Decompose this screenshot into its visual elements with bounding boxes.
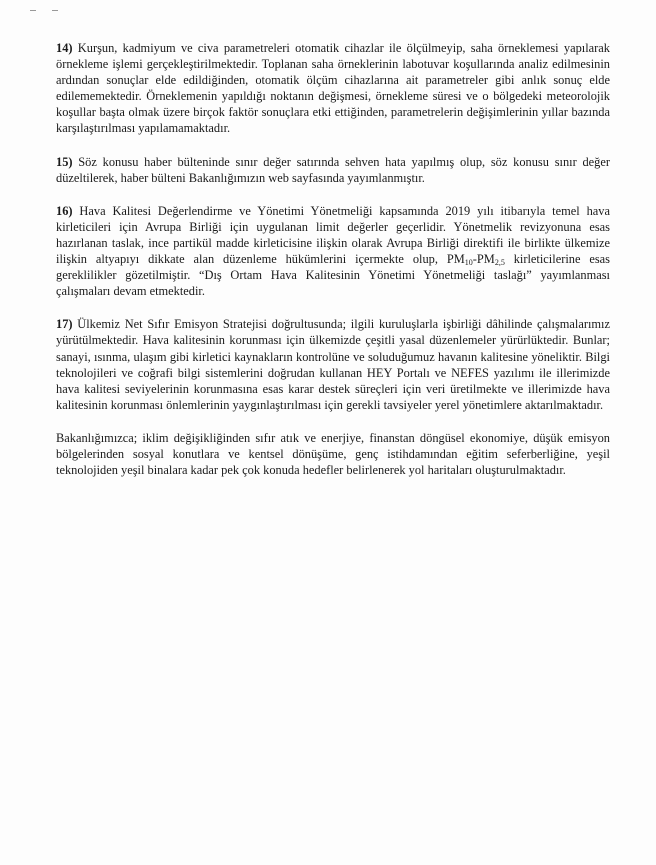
paragraph-number: 15) [56,154,73,169]
paragraph-text: Hava Kalitesi Değerlendirme ve Yönetimi Yönetmeliği kapsamında 2019 yılı itibarıyla temel hava kirleticileri için Avrupa Birliği için uygulanan limit değerler geçerlidir. Yönetmelik revizyonuna esas hazırlanan taslak, ince partikül madde kirleticisine ilişkin olarak Avrupa Birliği direktifi ile birlikte ülkemize ilişkin altyapıyı dikkate alan düzenleme hükümlerini içermekte olup, PM [56,203,610,267]
paragraph-17 [56,316,610,413]
paragraph-text: kirleticilerine esas gereklilikler gözetilmiştir. “Dış Ortam Hava Kalitesinin Yönetimi Yönetmeliği taslağı” yayımlanması çalışmaları devam etmektedir. [56,252,610,299]
paragraph-number: 14) [56,41,73,55]
scan-mark-right [52,10,58,11]
paragraph-text: Kurşun, kadmiyum ve civa parametreleri otomatik cihazlar ile ölçülmeyip, saha örneklemesi yapılarak örnekleme işlemi gerçekleştirilmektedir. Toplanan saha örneklerinin labotuvar koşullarında analiz edilmesinin ardından sonuçlar elde edildiğinden, otomatik ölçüm cihazlarına ait parametreler gibi anlık sonuç elde edilememektedir. Örneklemenin yapıldığı noktanın değişmesi, örnekleme süresi ve o bölgedeki meteorolojik koşullar başta olmak üzere birçok faktör sonuçlara etki ettiğinden, parametrelerin değişimlerinin yıllar bazında karşılaştırılması yapılamamaktadır. [56,41,610,136]
scan-mark-left [30,10,36,11]
pm25-subscript: 2,5 [494,258,505,268]
paragraph-text: Bakanlığımızca; iklim değişikliğinden sıfır atık ve enerjiye, finanstan döngüsel ekonomiye, düşük emisyon bölgelerinden sosyal konutlara ve kentsel dönüşüme, genç istihdamından eğitim seferberliğine, yeşil teknolojiden yeşil binalara kadar pek çok konuda hedefler belirlenerek yol haritaları oluşturulmaktadır. [56,430,610,478]
document-body [56,40,610,495]
paragraph-number: 17) [56,317,73,332]
paragraph-16 [56,203,610,300]
closing-paragraph [56,430,610,478]
paragraph-14 [56,40,610,137]
paragraph-15 [56,154,610,186]
paragraph-text: Söz konusu haber bülteninde sınır değer satırında sehven hata yapılmış olup, söz konusu sınır değer düzeltilerek, haber bülteni Bakanlığımızın web sayfasında yayımlanmıştır. [56,154,610,185]
pm10-subscript: 10 [464,258,473,268]
paragraph-text: -PM [472,252,495,267]
paragraph-number: 16) [56,203,73,218]
paragraph-text: Ülkemiz Net Sıfır Emisyon Stratejisi doğrultusunda; ilgili kuruluşlarla işbirliği dâhilinde çalışmalarımız yürütülmektedir. Hava kalitesinin korunması için ülkemizde çeşitli yasal düzenlemeler yürürlüktedir. Bunlar; sanayi, ısınma, ulaşım gibi kirletici kaynakların kontrolüne ve soluduğumuz havanın kalitesine yöneliktir. Bilgi teknolojileri ve coğrafi bilgi sistemlerini doğrudan kullanan HEY Portalı ve NEFES yazılımı ile illerimizde hava kalitesi seviyelerinin korunmasına esas karar destek süreçleri için veri üretilmekte ve illerimizde hava kalitesinin korunması önlemlerinin yaygınlaştırılması için gerekli tavsiyeler yerel yönetimlere aktarılmaktadır. [56,317,610,412]
